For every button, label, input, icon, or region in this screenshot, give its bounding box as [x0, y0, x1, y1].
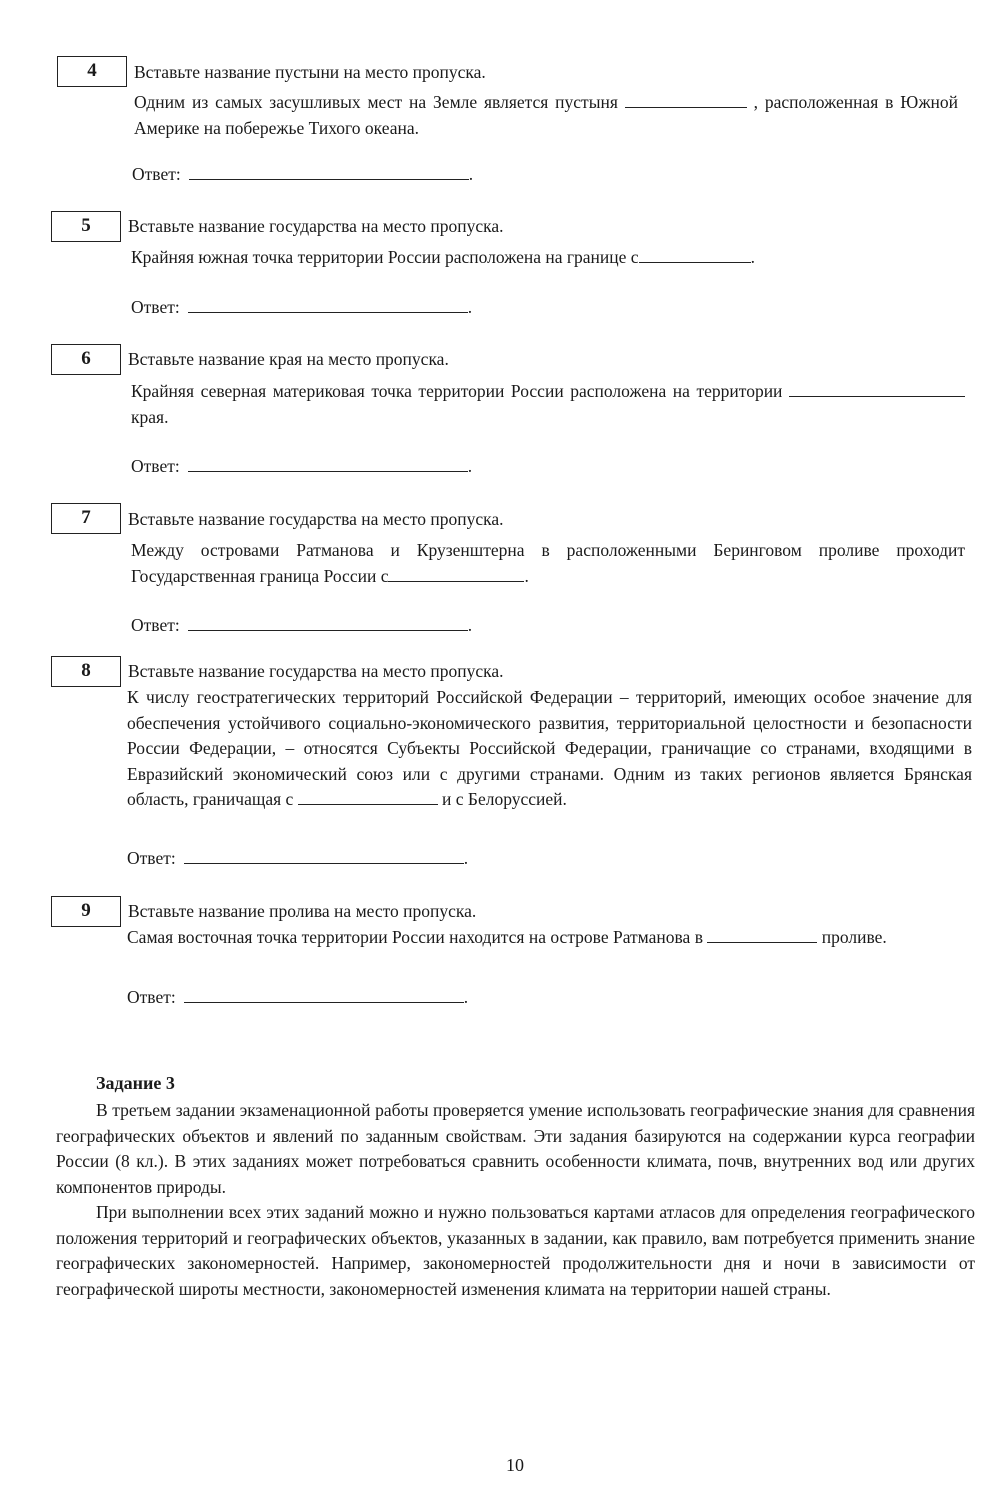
- task-text-before: Одним из самых засушливых мест на Земле является пустыня: [134, 92, 618, 112]
- section-paragraph-1: В третьем задании экзаменационной работы проверяется умение использовать географические знания для сравнения географических объектов и явлений по заданным свойствам. Эти задания базируются на содержании курса географии России (8 кл.). В этих заданиях может потребоваться сравнить особенности климата, почв, внутренних вод или других компонентов природы.: [56, 1100, 975, 1197]
- task-text-before: К числу геостратегических территорий Российской Федерации – территорий, имеющих особое значение для обеспечения устойчивого социально-экономического развития, территориальной целостности и безопасности России Федерации, – относятся Субъекты Российской Федерации, граничащие со странами, входящими в Евразийский экономический союз или с другими странами. Одним из таких регионов является Брянская область, граничащая с: [127, 687, 972, 809]
- answer-line[interactable]: [188, 457, 468, 472]
- answer-row: Ответ: .: [131, 297, 473, 317]
- task-instruction: Вставьте название пролива на место пропуска.: [128, 901, 477, 921]
- section-title: Задание 3: [96, 1073, 175, 1093]
- answer-row: Ответ: .: [127, 848, 469, 868]
- task-text: [131, 245, 961, 271]
- answer-line[interactable]: [184, 849, 464, 864]
- task-text-before: Крайняя северная материковая точка территории России расположена на территории: [131, 381, 783, 401]
- task-text-after: .: [524, 565, 529, 586]
- answer-row: Ответ: .: [131, 456, 473, 476]
- section-paragraph-2: При выполнении всех этих заданий можно и нужно пользоваться картами атласов для определения географического положения территорий и географических объектов, указанных в задании, как правило, вам потребуется применить знание географических закономерностей. Например, закономерностей продолжительности дня и ночи в зависимости от географической широты местности, закономерностей изменения климата на территории нашей страны.: [56, 1202, 975, 1299]
- task-text-before: Между островами Ратманова и Крузенштерна в расположенными Беринговом проливе проходит Государственная граница России с: [131, 540, 965, 586]
- answer-label: Ответ:: [127, 848, 176, 868]
- task-number-box: 9: [51, 896, 121, 927]
- task-text-before: Крайняя южная точка территории России расположена на границе с: [131, 247, 639, 267]
- task-instruction: Вставьте название государства на место пропуска.: [128, 216, 504, 236]
- task-text-after: .: [750, 247, 755, 267]
- answer-line[interactable]: [184, 988, 464, 1003]
- fill-blank[interactable]: [789, 382, 965, 397]
- answer-row: Ответ: .: [127, 987, 469, 1007]
- fill-blank[interactable]: [625, 93, 747, 108]
- fill-blank[interactable]: [707, 928, 817, 943]
- task-number-box: 8: [51, 656, 121, 687]
- task-instruction: Вставьте название государства на место пропуска.: [128, 509, 504, 529]
- task-text-before: Самая восточная точка территории России находится на острове Ратманова в: [127, 927, 703, 947]
- task-text: [127, 925, 975, 951]
- answer-row: Ответ: .: [131, 615, 473, 635]
- task-text: [131, 538, 965, 589]
- answer-label: Ответ:: [131, 615, 180, 635]
- fill-blank[interactable]: [298, 790, 438, 805]
- answer-line[interactable]: [188, 616, 468, 631]
- task-text: [127, 685, 972, 813]
- task-instruction: Вставьте название государства на место пропуска.: [128, 661, 504, 681]
- answer-line[interactable]: [189, 165, 469, 180]
- answer-label: Ответ:: [131, 456, 180, 476]
- task-text-after: и с Белоруссией.: [442, 789, 567, 809]
- fill-blank[interactable]: [388, 567, 524, 582]
- task-number-box: 7: [51, 503, 121, 534]
- answer-row: Ответ: .: [132, 164, 474, 184]
- task-instruction: Вставьте название пустыни на место пропуска.: [134, 62, 486, 82]
- task-number-box: 6: [51, 344, 121, 375]
- task-text-after: проливе.: [821, 927, 887, 947]
- answer-label: Ответ:: [132, 164, 181, 184]
- task-number-box: 5: [51, 211, 121, 242]
- page-number: 10: [506, 1455, 524, 1475]
- task-text-after: края.: [131, 406, 169, 427]
- task-number-box: 4: [57, 56, 127, 87]
- answer-label: Ответ:: [131, 297, 180, 317]
- task-text: [134, 90, 958, 141]
- task-text: [131, 379, 965, 430]
- answer-label: Ответ:: [127, 987, 176, 1007]
- answer-line[interactable]: [188, 298, 468, 313]
- task-text-after: , расположенная в Южной Америке на побережье Тихого океана.: [134, 92, 959, 138]
- task-instruction: Вставьте название края на место пропуска.: [128, 349, 449, 369]
- fill-blank[interactable]: [639, 248, 751, 263]
